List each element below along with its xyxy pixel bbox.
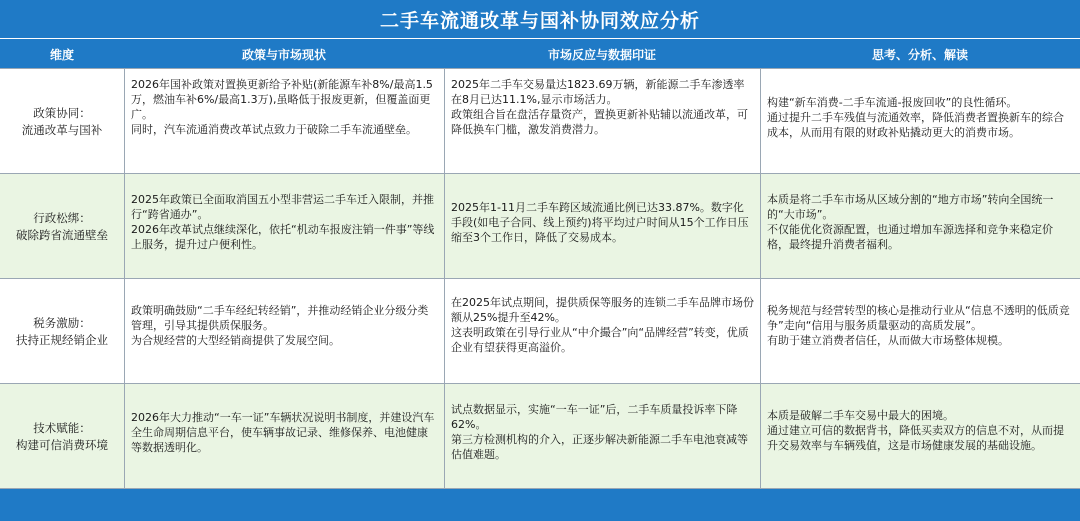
dimension-cell bbox=[0, 384, 124, 489]
header-market: 市场反应与数据印证 bbox=[547, 47, 656, 62]
dimension-title: 行政松绑： bbox=[33, 210, 91, 225]
analysis-text: 本质是将二手车市场从区域分割的“地方市场”转向全国统一的“大市场”。 bbox=[767, 193, 1054, 221]
market-cell bbox=[445, 384, 760, 489]
policy-text: 2026年改革试点继续深化，依托“机动车报废注销一件事”等线上服务，提升过户便利性。 bbox=[131, 223, 435, 251]
table-row bbox=[0, 278, 1080, 384]
policy-text: 2026年大力推动“一车一证”车辆状况说明书制度，并建设汽车全生命周期信息平台，使车辆事故记录、维修保养、电池健康等数据透明化。 bbox=[131, 411, 435, 454]
policy-cell bbox=[125, 69, 444, 174]
market-cell bbox=[445, 174, 760, 279]
analysis-text: 不仅能优化资源配置，也通过增加车源选择和竞争来稳定价格，最终提升消费者福利。 bbox=[767, 223, 1053, 251]
policy-cell bbox=[125, 174, 444, 279]
analysis-cell bbox=[761, 69, 1080, 174]
analysis-text: 有助于建立消费者信任，从而做大市场整体规模。 bbox=[767, 334, 1009, 347]
dimension-subtitle: 构建可信消费环境 bbox=[16, 437, 108, 452]
header-dimension: 维度 bbox=[49, 47, 74, 62]
dimension-title: 技术赋能： bbox=[33, 420, 91, 435]
header-policy: 政策与市场现状 bbox=[241, 47, 326, 62]
policy-text: 为合规经营的大型经销商提供了发展空间。 bbox=[131, 334, 340, 347]
table-row bbox=[0, 173, 1080, 279]
market-text: 2025年1-11月二手车跨区域流通比例已达33.87%。数字化手段(如电子合同、线上预约)将平均过户时间从15个工作日压缩至3个工作日，降低了交易成本。 bbox=[451, 201, 749, 244]
policy-cell bbox=[125, 279, 444, 384]
analysis-cell bbox=[761, 384, 1080, 489]
market-text: 政策组合旨在盘活存量资产，置换更新补贴辅以流通改革，可降低换车门槛，激发消费潜力。 bbox=[451, 108, 748, 136]
analysis-cell bbox=[761, 279, 1080, 384]
market-cell bbox=[445, 279, 760, 384]
header-analysis: 思考、分析、解读 bbox=[871, 47, 968, 62]
analysis-text: 通过提升二手车残值与流通效率，降低消费者置换新车的综合成本，从而用有限的财政补贴撬动更大的消费市场。 bbox=[767, 111, 1064, 139]
analysis-text: 通过建立可信的数据背书，降低买卖双方的信息不对，从而提升交易效率与车辆残值，这是市场健康发展的基础设施。 bbox=[767, 424, 1064, 452]
dimension-cell bbox=[0, 174, 124, 279]
policy-text: 政策明确鼓励“二手车经纪转经销”，并推动经销企业分级分类管理，引导其提供质保服务。 bbox=[131, 304, 429, 332]
dimension-title: 政策协同： bbox=[33, 105, 91, 120]
dimension-subtitle: 扶持正规经销企业 bbox=[16, 332, 108, 347]
market-text: 这表明政策在引导行业从“中介撮合”向“品牌经营”转变，优质企业有望获得更高溢价。 bbox=[451, 326, 749, 354]
policy-cell bbox=[125, 384, 444, 489]
policy-text: 同时，汽车流通消费改革试点致力于破除二手车流通壁垒。 bbox=[131, 123, 417, 136]
market-text: 第三方检测机构的介入，正逐步解决新能源二手车电池衰减等估值难题。 bbox=[451, 433, 748, 461]
analysis-text: 构建“新车消费-二手车流通-报废回收”的良性循环。 bbox=[767, 96, 1018, 109]
table-title: 二手车流通改革与国补协同效应分析 bbox=[0, 0, 1080, 38]
market-text: 试点数据显示，实施“一车一证”后，二手车质量投诉率下降62%。 bbox=[451, 403, 738, 431]
analysis-text: 本质是破解二手车交易中最大的困境。 bbox=[767, 409, 954, 422]
dimension-title: 税务激励： bbox=[33, 315, 91, 330]
analysis-cell bbox=[761, 174, 1080, 279]
dimension-subtitle: 破除跨省流通壁垒 bbox=[16, 227, 108, 242]
table-row bbox=[0, 383, 1080, 489]
market-text: 2025年二手车交易量达1823.69万辆，新能源二手车渗透率在8月已达11.1%,显示市场活力。 bbox=[451, 78, 745, 106]
policy-text: 2026年国补政策对置换更新给予补贴(新能源车补8%/最高1.5万，燃油车补6%/最高1.3万),虽略低于报废更新，但覆盖面更广。 bbox=[131, 78, 433, 121]
footer-bar bbox=[0, 488, 1080, 521]
dimension-cell bbox=[0, 279, 124, 384]
dimension-cell bbox=[0, 69, 124, 174]
policy-text: 2025年政策已全面取消国五小型非营运二手车迁入限制，并推行“跨省通办”。 bbox=[131, 193, 434, 221]
analysis-text: 税务规范与经营转型的核心是推动行业从“信息不透明的低质竞争”走向“信用与服务质量驱动的高质发展”。 bbox=[767, 304, 1070, 332]
market-text: 在2025年试点期间，提供质保等服务的连锁二手车品牌市场份额从25%提升至42%。 bbox=[451, 296, 754, 324]
table-row bbox=[0, 68, 1080, 174]
header-row bbox=[0, 38, 1080, 69]
market-cell bbox=[445, 69, 760, 174]
dimension-subtitle: 流通改革与国补 bbox=[21, 122, 103, 137]
